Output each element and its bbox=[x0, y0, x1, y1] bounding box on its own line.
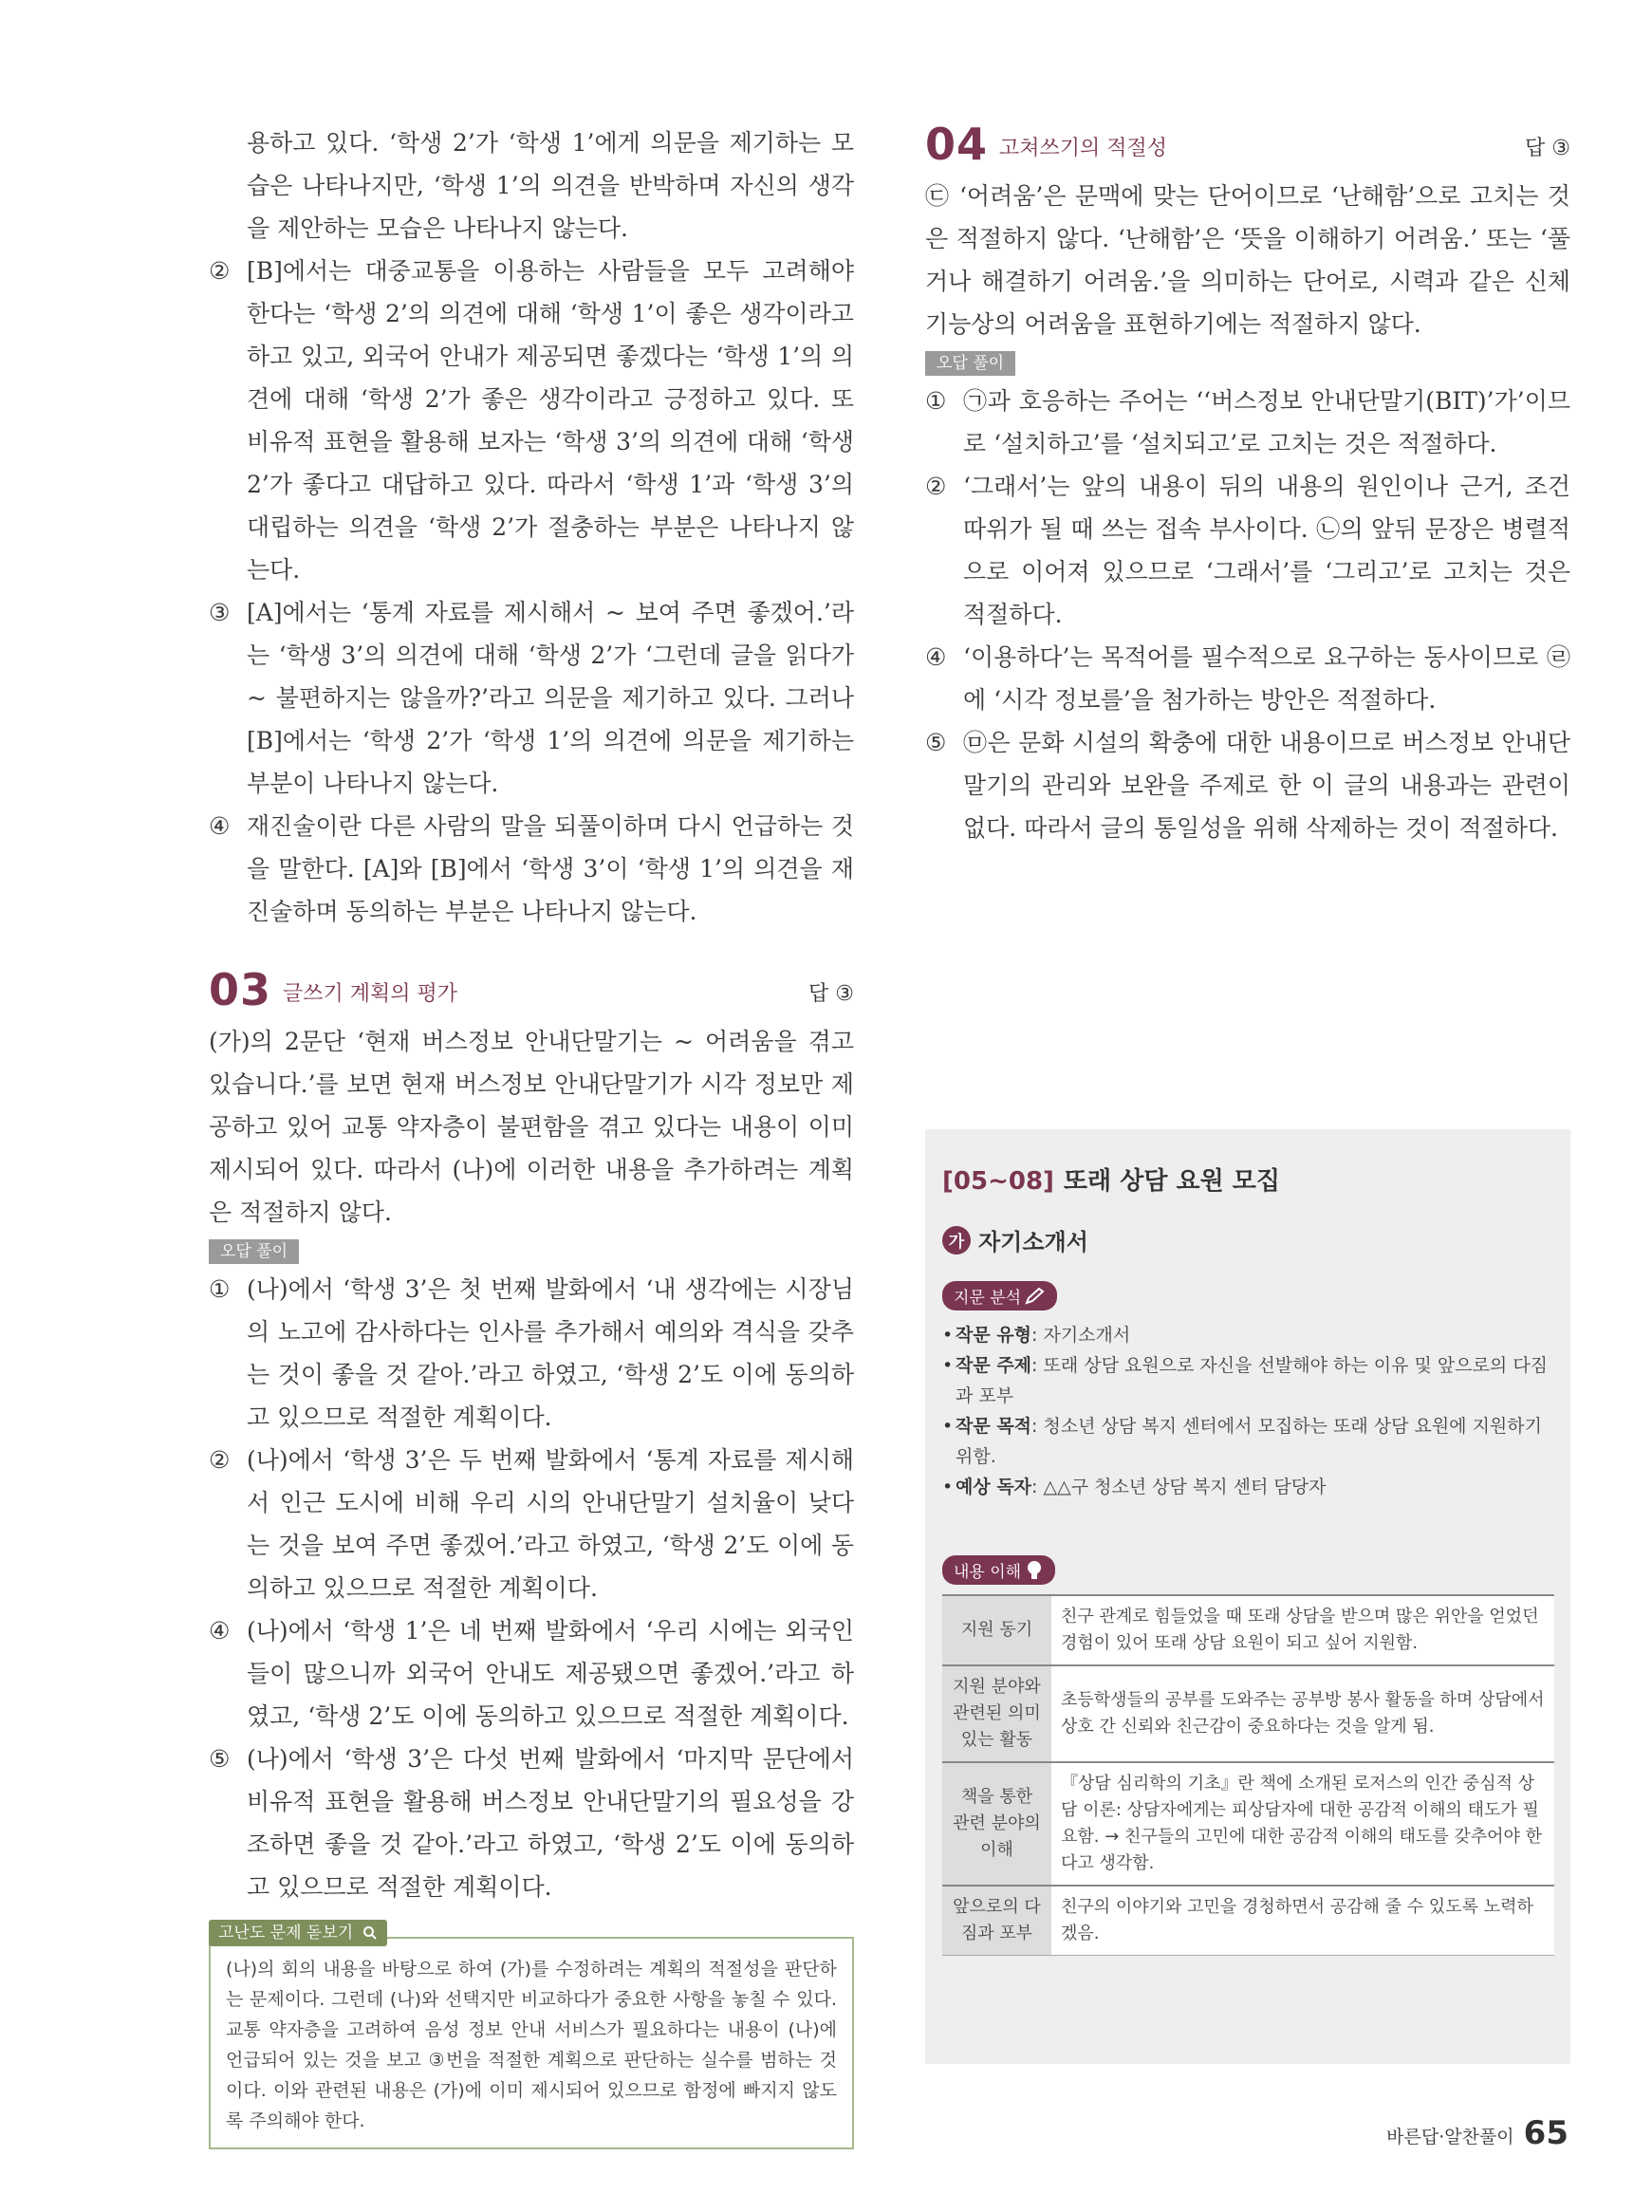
lightbulb-icon bbox=[1025, 1559, 1044, 1582]
list-item: ③ [A]에서는 ‘통계 자료를 제시해서 ~ 보여 주면 좋겠어.’라는 ‘학생 3’의 의견에 대해 ‘학생 2’가 ‘그런데 글을 읽다가 ~ 불편하지는 않을까?’라고 의문을 제기하고 있다. 그러나 [B]에서는 ‘학생 2’가 ‘학생 1’의 의견에 의문을 제기하는 부분이 나타나지 않는다. bbox=[209, 599, 854, 797]
passage-analysis-panel bbox=[925, 1129, 1570, 2064]
understanding-label: 내용 이해 bbox=[942, 1555, 1055, 1585]
table-row: 지원 분야와 관련된 의미 있는 활동 초등학생들의 공부를 도와주는 공부방 봉사 활동을 하며 상담에서 상호 간 신뢰와 친근감이 중요하다는 것을 알게 됨. bbox=[942, 1665, 1554, 1762]
magnifier-icon bbox=[362, 1925, 378, 1941]
right-column bbox=[925, 121, 1570, 849]
section-03-body: (가)의 2문단 ‘현재 버스정보 안내단말기는 ~ 어려움을 겪고 있습니다.’를 보면 현재 버스정보 안내단말기가 시각 정보만 제공하고 있어 교통 약자층이 불편함을 겪고 있다는 내용이 이미 제시되어 있다. 따라서 (나)에 이러한 내용을 추가하려는 계획은 적절하지 않다. bbox=[209, 1028, 854, 1226]
item1-continuation: 용하고 있다. ‘학생 2’가 ‘학생 1’에게 의문을 제기하는 모습은 나타나지만, ‘학생 1’의 의견을 반박하며 자신의 생각을 제안하는 모습은 나타나지 않는다. bbox=[247, 129, 854, 242]
page-number: 65 bbox=[1523, 2114, 1568, 2152]
footer-title: 바른답·알찬풀이 bbox=[1386, 2127, 1514, 2147]
list-item: ④ (나)에서 ‘학생 1’은 네 번째 발화에서 ‘우리 시에는 외국인들이 많으니까 외국어 안내도 제공됐으면 좋겠어.’라고 하였고, ‘학생 2’도 이에 동의하고 있으므로 적절한 계획이다. bbox=[209, 1617, 854, 1730]
section-number: 03 bbox=[209, 964, 272, 1015]
list-item: ⑤ ㉤은 문화 시설의 확충에 대한 내용이므로 버스정보 안내단말기의 관리와 보완을 주제로 한 이 글의 내용과는 관련이 없다. 따라서 글의 통일성을 위해 삭제하는 것이 적절하다. bbox=[925, 729, 1570, 842]
pencil-icon bbox=[1025, 1288, 1046, 1305]
passage-marker: 가 bbox=[942, 1226, 971, 1255]
page-footer bbox=[1386, 2114, 1568, 2152]
list-item: • 작문 유형: 자기소개서 bbox=[942, 1320, 1553, 1350]
answer-label: 답 ③ bbox=[808, 982, 854, 1006]
list-item: • 작문 주제: 또래 상담 요원으로 자신을 선발해야 하는 이유 및 앞으로의 다짐과 포부 bbox=[942, 1350, 1553, 1411]
section-title: 글쓰기 계획의 평가 bbox=[283, 982, 458, 1006]
list-item: ① (나)에서 ‘학생 3’은 첫 번째 발화에서 ‘내 생각에는 시장님의 노고에 감사하다는 인사를 추가해서 예의와 격식을 갖추는 것이 좋을 것 같아.’라고 하였고, ‘학생 2’도 이에 동의하고 있으므로 적절한 계획이다. bbox=[209, 1275, 854, 1431]
hard-problem-label: 고난도 문제 돋보기 bbox=[209, 1920, 387, 1946]
section-04-body: ㉢ ‘어려움’은 문맥에 맞는 단어이므로 ‘난해함’으로 고치는 것은 적절하지 않다. ‘난해함’은 ‘뜻을 이해하기 어려움.’ 또는 ‘풀거나 해결하기 어려움.’을 의미하는 단어로, 시력과 같은 신체 기능상의 어려움을 표현하기에는 적절하지 않다. bbox=[925, 182, 1570, 338]
hard-problem-box bbox=[209, 1924, 854, 2149]
panel-title: [05~08] 또래 상담 요원 모집 bbox=[942, 1167, 1281, 1196]
section-03-items bbox=[209, 1268, 854, 1908]
section-number: 04 bbox=[925, 119, 989, 170]
content-table bbox=[942, 1594, 1554, 1956]
answer-label: 답 ③ bbox=[1525, 137, 1570, 160]
analysis-label: 지문 분석 bbox=[942, 1281, 1057, 1310]
passage-subtitle: 가 자기소개서 bbox=[942, 1223, 1553, 1256]
table-row: 지원 동기 친구 관계로 힘들었을 때 또래 상담을 받으며 많은 위안을 얻었던 경험이 있어 또래 상담 요원이 되고 싶어 지원함. bbox=[942, 1595, 1554, 1665]
section-03-header bbox=[209, 964, 854, 1015]
list-item: • 작문 목적: 청소년 상담 복지 센터에서 모집하는 또래 상담 요원에 지원하기 위함. bbox=[942, 1411, 1553, 1472]
list-item: ② [B]에서는 대중교통을 이용하는 사람들을 모두 고려해야 한다는 ‘학생 2’의 의견에 대해 ‘학생 1’이 좋은 생각이라고 하고 있고, 외국어 안내가 제공되면 좋겠다는 ‘학생 1’의 의견에 대해 ‘학생 2’가 좋은 생각이라고 긍정하고 있다. 또 비유적 표현을 활용해 보자는 ‘학생 3’의 의견에 대해 ‘학생 2’가 좋다고 대답하고 있다. 따라서 ‘학생 1’과 ‘학생 3’의 대립하는 의견을 ‘학생 2’가 절충하는 부분은 나타나지 않는다. bbox=[209, 257, 854, 584]
section-04-items bbox=[925, 380, 1570, 849]
hard-problem-text: (나)의 회의 내용을 바탕으로 하여 (가)를 수정하려는 계획의 적절성을 판단하는 문제이다. 그런데 (나)와 선택지만 비교하다가 중요한 사항을 놓칠 수 있다. 교통 약자층을 고려하여 음성 정보 안내 서비스가 필요하다는 내용이 (나)에 언급되어 있는 것을 보고 ③번을 적절한 계획으로 판단하는 실수를 범하는 것이다. 이와 관련된 내용은 (가)에 이미 제시되어 있으므로 함정에 빠지지 않도록 주의해야 한다. bbox=[226, 1959, 837, 2131]
list-item: ① ㉠과 호응하는 주어는 ‘‘버스정보 안내단말기(BIT)’가’이므로 ‘설치하고’를 ‘설치되고’로 고치는 것은 적절하다. bbox=[925, 387, 1570, 457]
list-item: ⑤ (나)에서 ‘학생 3’은 다섯 번째 발화에서 ‘마지막 문단에서 비유적 표현을 활용해 버스정보 안내단말기의 필요성을 강조하면 좋을 것 같아.’라고 하였고, ‘학생 2’도 이에 동의하고 있으므로 적절한 계획이다. bbox=[209, 1745, 854, 1901]
left-top-items bbox=[209, 250, 854, 933]
list-item: ② ‘그래서’는 앞의 내용이 뒤의 내용의 원인이나 근거, 조건 따위가 될 때 쓰는 접속 부사이다. ㉡의 앞뒤 문장은 병렬적으로 이어져 있으므로 ‘그래서’를 ‘그리고’로 고치는 것은 적절하다. bbox=[925, 473, 1570, 628]
section-04-header bbox=[925, 119, 1570, 170]
list-item: ④ ‘이용하다’는 목적어를 필수적으로 요구하는 동사이므로 ㉣에 ‘시각 정보를’을 첨가하는 방안은 적절하다. bbox=[925, 643, 1570, 714]
list-item: ② (나)에서 ‘학생 3’은 두 번째 발화에서 ‘통계 자료를 제시해서 인근 도시에 비해 우리 시의 안내단말기 설치율이 낮다는 것을 보여 주면 좋겠어.’라고 하였고, ‘학생 2’도 이에 동의하고 있으므로 적절한 계획이다. bbox=[209, 1446, 854, 1602]
wrong-answer-tag: 오답 풀이 bbox=[209, 1239, 299, 1264]
list-item: • 예상 독자: △△구 청소년 상담 복지 센터 담당자 bbox=[942, 1472, 1553, 1502]
wrong-answer-tag: 오답 풀이 bbox=[925, 351, 1015, 376]
left-column bbox=[209, 121, 854, 2149]
table-row: 앞으로의 다짐과 포부 친구의 이야기와 고민을 경청하면서 공감해 줄 수 있도록 노력하겠음. bbox=[942, 1886, 1554, 1956]
analysis-list bbox=[942, 1320, 1553, 1502]
table-row: 책을 통한 관련 분야의 이해 『상담 심리학의 기초』란 책에 소개된 로저스의 인간 중심적 상담 이론: 상담자에게는 피상담자에 대한 공감적 이해의 태도가 필요함. → 친구들의 고민에 대한 공감적 이해의 태도를 갖추어야 한다고 생각함. bbox=[942, 1762, 1554, 1886]
list-item: ④ 재진술이란 다른 사람의 말을 되풀이하며 다시 언급하는 것을 말한다. [A]와 [B]에서 ‘학생 3’이 ‘학생 1’의 의견을 재진술하며 동의하는 부분은 나타나지 않는다. bbox=[209, 812, 854, 925]
section-title: 고쳐쓰기의 적절성 bbox=[999, 137, 1168, 160]
